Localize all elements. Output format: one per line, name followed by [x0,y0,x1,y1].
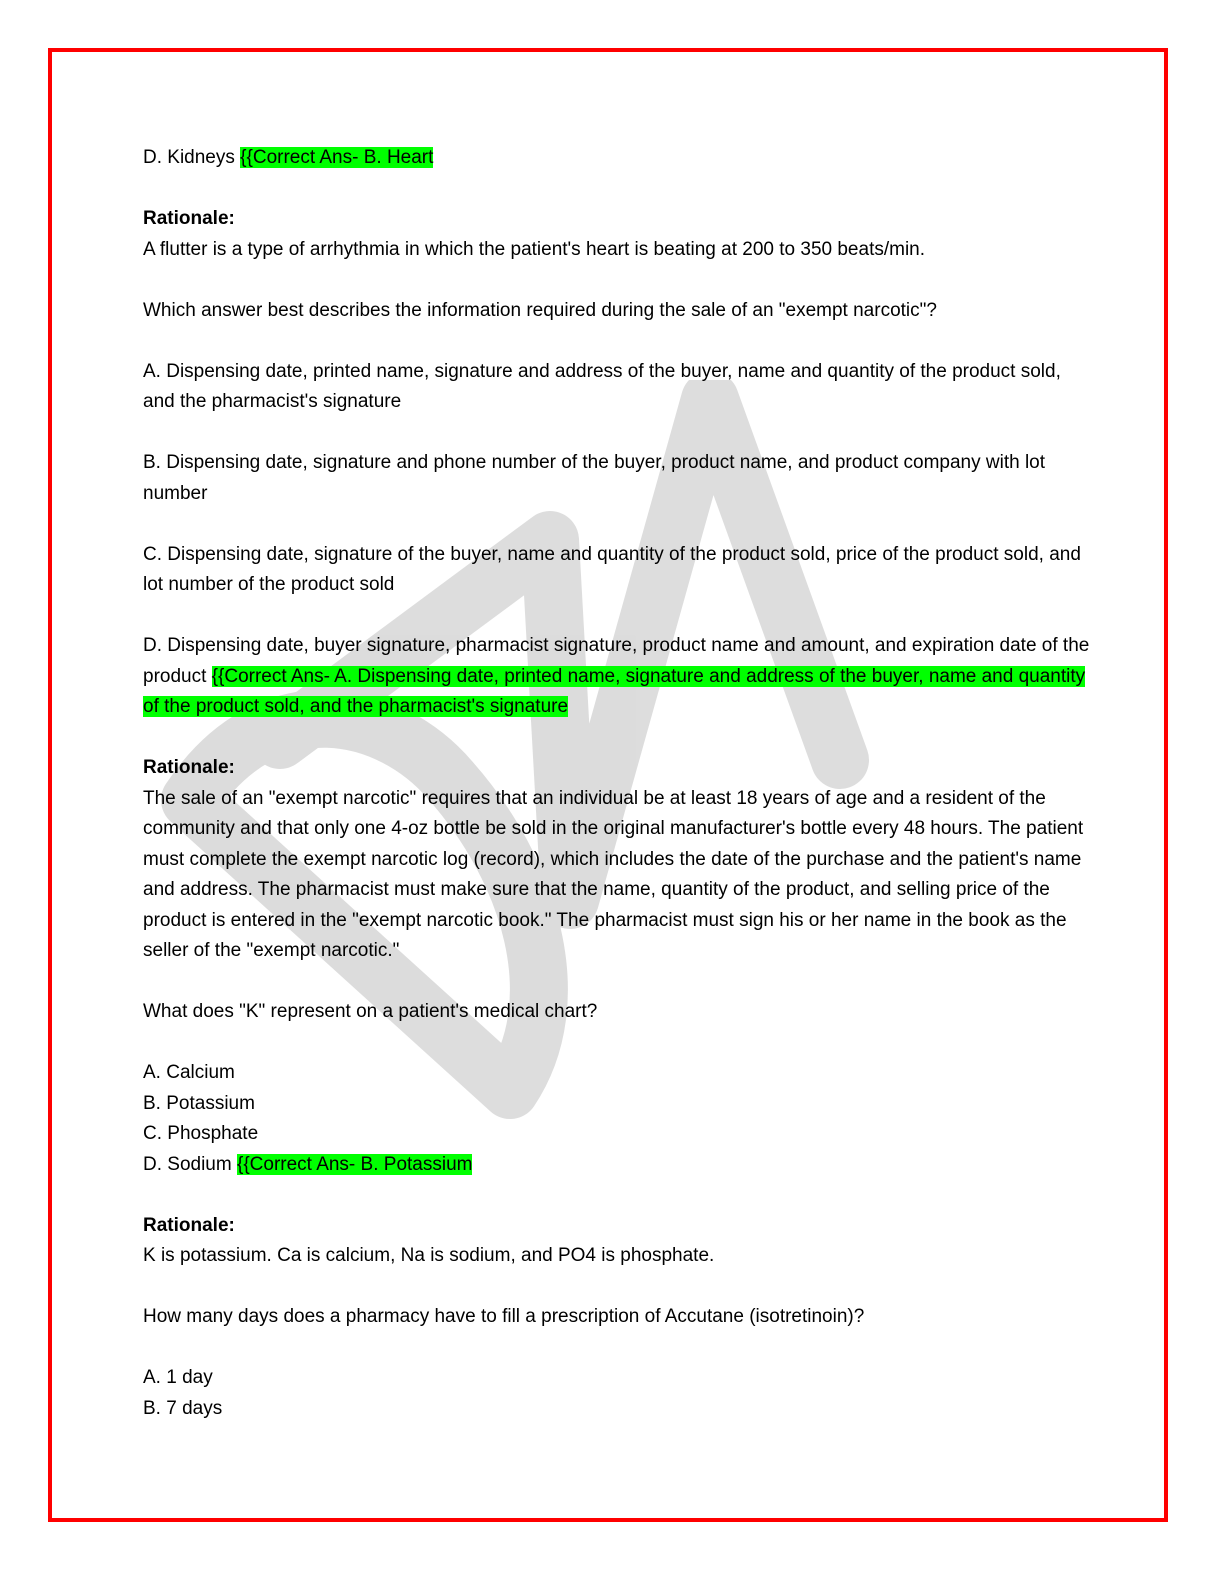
q2-option-b: B. Dispensing date, signature and phone number of the buyer, product name, and product company with lot number [143,452,1046,504]
q1-rationale-label: Rationale: [143,208,235,229]
q2-option-a: A. Dispensing date, printed name, signature and address of the buyer, name and quantity of the product sold, and the pharmacist's signature [143,360,1061,412]
q4-option-b: B. 7 days [143,1397,223,1419]
q4-question: How many days does a pharmacy have to fill a prescription of Accutane (isotretinoin)? [143,1306,865,1327]
q1-option-d: D. Kidneys {{Correct Ans- B. Heart [143,147,434,168]
q3-option-d: D. Sodium {{Correct Ans- B. Potassium [143,1153,473,1175]
q2-option-c: C. Dispensing date, signature of the buyer, name and quantity of the product sold, price of the product sold, and lot number of the product sold [143,543,1081,595]
q3-correct-answer: {{Correct Ans- B. Potassium [236,1153,473,1175]
q2-correct-answer: {{Correct Ans- A. Dispensing date, printed name, signature and address of the buyer, name and quantity of the product sold, and the pharmacist's signature [143,665,1086,717]
q1-correct-answer: {{Correct Ans- B. Heart [240,147,434,168]
q2-option-d: D. Dispensing date, buyer signature, pharmacist signature, product name and amount, and expiration date of the product {{Correct Ans- A. Dispensing date, printed name, signature and address of the buyer, name and quantity of the product sold, and the pharmacist's signature [143,635,1090,717]
q3-option-b: B. Potassium [143,1092,255,1114]
q3-rationale-text: K is potassium. Ca is calcium, Na is sodium, and PO4 is phosphate. [143,1245,715,1266]
q3-option-c: C. Phosphate [143,1123,259,1144]
q1-rationale-text: A flutter is a type of arrhythmia in which the patient's heart is beating at 200 to 350 beats/min. [143,238,926,260]
q3-question: What does "K" represent on a patient's medical chart? [143,1001,598,1022]
q3-rationale-label: Rationale: [143,1214,235,1236]
q4-option-a: A. 1 day [143,1367,213,1388]
q2-rationale-label: Rationale: [143,757,235,778]
q2-question: Which answer best describes the information required during the sale of an "exempt narcotic"? [143,299,937,321]
document-body [143,143,1093,1424]
q3-option-a: A. Calcium [143,1062,235,1083]
q2-rationale-text: The sale of an "exempt narcotic" requires that an individual be at least 18 years of age and a resident of the community and that only one 4-oz bottle be sold in the original manufacturer's bottle every 48 hours. The patient must complete the exempt narcotic log (record), which includes the date of the purchase and the patient's name and address. The pharmacist must make sure that the name, quantity of the product, and selling price of the product is entered in the "exempt narcotic book." The pharmacist must sign his or her name in the book as the seller of the "exempt narcotic." [143,787,1084,961]
